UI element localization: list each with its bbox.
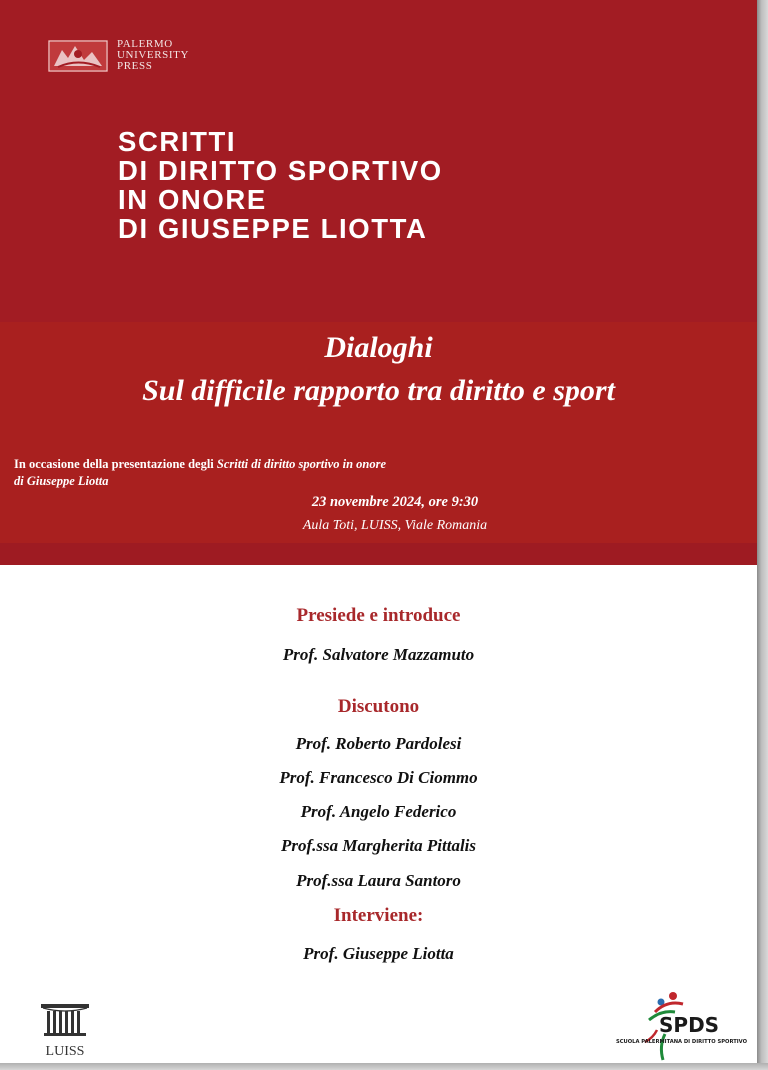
luiss-logo [38, 1002, 92, 1058]
publisher-line-1: PALERMO [117, 38, 173, 50]
discussant-4: Prof.ssa Margherita Pittalis [280, 836, 477, 855]
page-bottom-shadow [0, 1063, 768, 1070]
occasion-book-title-cont: di Giuseppe Liotta [14, 474, 109, 488]
book-title-line-4: DI GIUSEPPE LIOTTA [118, 213, 428, 244]
spds-caption: SCUOLA PALERMITANA DI DIRITTO SPORTIVO [616, 1039, 748, 1045]
column-icon [38, 1002, 92, 1040]
book-title-line-3: IN ONORE [118, 184, 267, 215]
spds-emblem-icon [615, 990, 768, 1062]
chair-name: Prof. Salvatore Mazzamuto [282, 645, 475, 664]
discussants-heading: Discutono [337, 696, 420, 717]
event-venue: Aula Toti, LUISS, Viale Romania [302, 518, 488, 533]
book-title-line-1: SCRITTI [118, 126, 237, 157]
discussant-5: Prof.ssa Laura Santoro [296, 871, 461, 890]
occasion-text [14, 456, 386, 490]
event-title: Dialoghi [324, 331, 433, 364]
chair-heading: Presiede e introduce [296, 605, 461, 626]
discussant-1: Prof. Roberto Pardolesi [295, 734, 462, 753]
spds-logo [615, 990, 768, 1062]
occasion-prefix: In occasione della presentazione degli [14, 457, 214, 471]
band-footer-strip [0, 543, 757, 565]
page-edge-shadow [757, 0, 768, 1070]
publisher-name [117, 39, 189, 72]
book-title-line-2: DI DIRITTO SPORTIVO [118, 155, 443, 186]
publisher-line-2: UNIVERSITY [117, 49, 189, 61]
event-subtitle: Sul difficile rapporto tra diritto e sport [142, 374, 615, 407]
speaker-name: Prof. Giuseppe Liotta [303, 944, 454, 963]
discussant-3: Prof. Angelo Federico [300, 802, 457, 821]
spds-wordmark: SPDS [659, 1013, 720, 1037]
book-title [118, 127, 443, 243]
occasion-book-title: Scritti di diritto sportivo in onore [216, 457, 387, 471]
luiss-label: LUISS [45, 1044, 85, 1059]
speaker-heading: Interviene: [333, 905, 424, 926]
discussant-2: Prof. Francesco Di Ciommo [279, 768, 478, 787]
event-date: 23 novembre 2024, ore 9:30 [311, 494, 479, 510]
publisher-line-3: PRESS [117, 60, 153, 72]
palermo-university-press-logo [48, 40, 108, 72]
